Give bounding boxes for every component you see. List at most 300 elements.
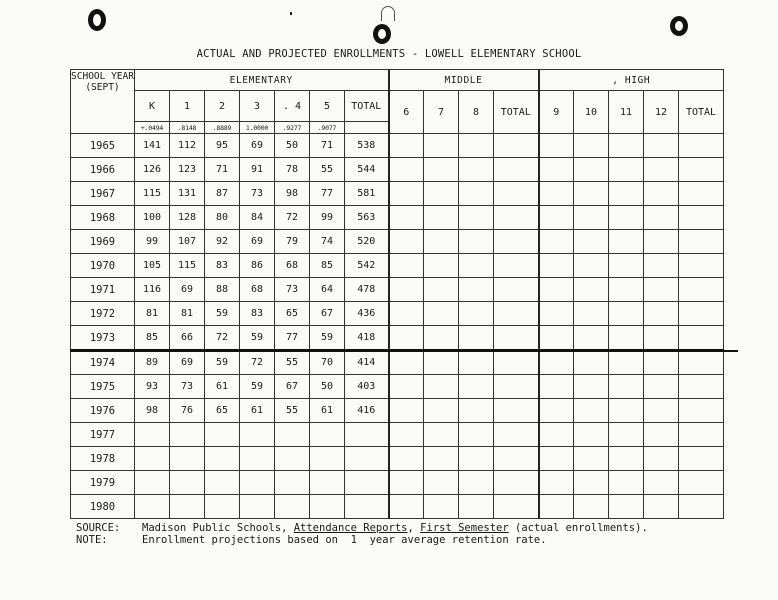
high-empty-cell bbox=[644, 399, 679, 423]
elementary-value-cell: 71 bbox=[205, 158, 240, 182]
table-row bbox=[71, 495, 724, 519]
elementary-value-cell: 85 bbox=[135, 326, 170, 351]
elementary-value-cell: 83 bbox=[240, 302, 275, 326]
high-empty-cell bbox=[539, 302, 574, 326]
scan-speck bbox=[290, 12, 292, 15]
elementary-value-cell: 70 bbox=[310, 350, 345, 375]
middle-empty-cell bbox=[459, 278, 494, 302]
elementary-value-cell bbox=[310, 447, 345, 471]
table-row bbox=[71, 206, 724, 230]
year-cell: 1973 bbox=[71, 326, 135, 351]
source-org: Madison Public Schools, bbox=[142, 522, 294, 534]
year-cell: 1969 bbox=[71, 230, 135, 254]
elementary-value-cell bbox=[240, 423, 275, 447]
elementary-value-cell: 74 bbox=[310, 230, 345, 254]
high-col-0: 9 bbox=[539, 91, 574, 134]
elementary-value-cell bbox=[275, 495, 310, 519]
high-empty-cell bbox=[574, 134, 609, 158]
middle-empty-cell bbox=[424, 230, 459, 254]
elementary-value-cell: 115 bbox=[170, 254, 205, 278]
elementary-value-cell bbox=[275, 423, 310, 447]
middle-empty-cell bbox=[424, 423, 459, 447]
middle-empty-cell bbox=[459, 495, 494, 519]
elementary-value-cell: 88 bbox=[205, 278, 240, 302]
school-year-header: SCHOOL YEAR (SEPT) bbox=[71, 70, 135, 134]
elementary-value-cell: 73 bbox=[170, 375, 205, 399]
middle-empty-cell bbox=[459, 254, 494, 278]
elementary-value-cell: 73 bbox=[240, 182, 275, 206]
table-row bbox=[71, 134, 724, 158]
table-row bbox=[71, 158, 724, 182]
elementary-value-cell bbox=[310, 471, 345, 495]
table-row bbox=[71, 182, 724, 206]
elementary-value-cell: 89 bbox=[135, 350, 170, 375]
high-empty-cell bbox=[574, 495, 609, 519]
middle-empty-cell bbox=[459, 302, 494, 326]
elementary-value-cell: 87 bbox=[205, 182, 240, 206]
middle-empty-cell bbox=[389, 230, 424, 254]
elementary-value-cell: 69 bbox=[170, 350, 205, 375]
high-empty-cell bbox=[539, 471, 574, 495]
high-empty-cell bbox=[679, 230, 724, 254]
elementary-value-cell: 77 bbox=[310, 182, 345, 206]
high-empty-cell bbox=[679, 158, 724, 182]
high-empty-cell bbox=[539, 278, 574, 302]
high-empty-cell bbox=[539, 423, 574, 447]
middle-empty-cell bbox=[424, 471, 459, 495]
table-row bbox=[71, 278, 724, 302]
middle-empty-cell bbox=[459, 326, 494, 351]
high-empty-cell bbox=[609, 399, 644, 423]
year-cell: 1967 bbox=[71, 182, 135, 206]
middle-empty-cell bbox=[424, 254, 459, 278]
middle-empty-cell bbox=[494, 471, 539, 495]
note-text: Enrollment projections based on 1 year average retention rate. bbox=[142, 534, 547, 546]
elementary-value-cell: 416 bbox=[345, 399, 389, 423]
middle-empty-cell bbox=[459, 350, 494, 375]
middle-empty-cell bbox=[389, 134, 424, 158]
source-report: Attendance Reports bbox=[293, 522, 408, 534]
elementary-value-cell: 50 bbox=[275, 134, 310, 158]
middle-col-2: 8 bbox=[459, 91, 494, 134]
high-empty-cell bbox=[609, 206, 644, 230]
middle-empty-cell bbox=[389, 350, 424, 375]
high-empty-cell bbox=[574, 182, 609, 206]
elementary-value-cell bbox=[240, 471, 275, 495]
elementary-value-cell: 81 bbox=[135, 302, 170, 326]
retention-rate: .8889 bbox=[205, 122, 240, 134]
elementary-value-cell bbox=[205, 447, 240, 471]
high-empty-cell bbox=[609, 495, 644, 519]
grade-header-row bbox=[71, 91, 724, 122]
elementary-value-cell: 64 bbox=[310, 278, 345, 302]
elementary-value-cell bbox=[310, 495, 345, 519]
elementary-value-cell: 68 bbox=[275, 254, 310, 278]
middle-empty-cell bbox=[424, 206, 459, 230]
binder-hole-left bbox=[88, 9, 106, 31]
source-note: (actual enrollments). bbox=[508, 522, 648, 534]
elementary-value-cell: 105 bbox=[135, 254, 170, 278]
elementary-value-cell: 131 bbox=[170, 182, 205, 206]
high-col-1: 10 bbox=[574, 91, 609, 134]
source-sep: , bbox=[407, 522, 421, 534]
elementary-value-cell: 67 bbox=[275, 375, 310, 399]
high-empty-cell bbox=[609, 134, 644, 158]
high-empty-cell bbox=[609, 230, 644, 254]
elementary-value-cell: 478 bbox=[345, 278, 389, 302]
middle-empty-cell bbox=[494, 302, 539, 326]
high-empty-cell bbox=[644, 495, 679, 519]
high-empty-cell bbox=[609, 471, 644, 495]
elementary-value-cell: 81 bbox=[170, 302, 205, 326]
middle-empty-cell bbox=[494, 495, 539, 519]
elementary-value-cell: 55 bbox=[310, 158, 345, 182]
elementary-value-cell: 61 bbox=[205, 375, 240, 399]
elementary-value-cell: 78 bbox=[275, 158, 310, 182]
high-empty-cell bbox=[539, 399, 574, 423]
elementary-value-cell bbox=[240, 495, 275, 519]
elementary-value-cell: 66 bbox=[170, 326, 205, 351]
table-row bbox=[71, 350, 724, 375]
high-empty-cell bbox=[539, 182, 574, 206]
middle-empty-cell bbox=[494, 399, 539, 423]
elementary-col-2: 2 bbox=[205, 91, 240, 122]
high-empty-cell bbox=[609, 375, 644, 399]
middle-empty-cell bbox=[494, 182, 539, 206]
middle-empty-cell bbox=[494, 350, 539, 375]
elementary-value-cell bbox=[170, 471, 205, 495]
high-empty-cell bbox=[539, 254, 574, 278]
elementary-value-cell bbox=[135, 447, 170, 471]
middle-empty-cell bbox=[389, 206, 424, 230]
elementary-value-cell: 141 bbox=[135, 134, 170, 158]
high-empty-cell bbox=[644, 447, 679, 471]
table-row bbox=[71, 254, 724, 278]
middle-empty-cell bbox=[459, 471, 494, 495]
year-cell: 1968 bbox=[71, 206, 135, 230]
high-empty-cell bbox=[539, 375, 574, 399]
elementary-value-cell: 72 bbox=[205, 326, 240, 351]
elementary-value-cell: 126 bbox=[135, 158, 170, 182]
middle-col-0: 6 bbox=[389, 91, 424, 134]
elementary-value-cell: 50 bbox=[310, 375, 345, 399]
year-cell: 1978 bbox=[71, 447, 135, 471]
middle-empty-cell bbox=[424, 375, 459, 399]
year-cell: 1975 bbox=[71, 375, 135, 399]
elementary-col-5: 5 bbox=[310, 91, 345, 122]
middle-empty-cell bbox=[424, 350, 459, 375]
high-empty-cell bbox=[679, 375, 724, 399]
year-cell: 1980 bbox=[71, 495, 135, 519]
high-empty-cell bbox=[644, 182, 679, 206]
middle-header: MIDDLE bbox=[389, 70, 539, 91]
high-empty-cell bbox=[574, 375, 609, 399]
note-line bbox=[76, 534, 648, 546]
middle-empty-cell bbox=[424, 326, 459, 351]
middle-empty-cell bbox=[389, 495, 424, 519]
elementary-value-cell: 61 bbox=[240, 399, 275, 423]
high-empty-cell bbox=[574, 302, 609, 326]
table-row bbox=[71, 375, 724, 399]
middle-col-1: 7 bbox=[424, 91, 459, 134]
table-row bbox=[71, 326, 724, 351]
retention-rate: .8148 bbox=[170, 122, 205, 134]
high-empty-cell bbox=[679, 254, 724, 278]
elementary-value-cell: 72 bbox=[275, 206, 310, 230]
footer bbox=[76, 522, 648, 546]
middle-empty-cell bbox=[494, 230, 539, 254]
middle-empty-cell bbox=[389, 423, 424, 447]
high-empty-cell bbox=[574, 423, 609, 447]
elementary-value-cell: 98 bbox=[275, 182, 310, 206]
elementary-value-cell: 123 bbox=[170, 158, 205, 182]
middle-empty-cell bbox=[424, 278, 459, 302]
table-row bbox=[71, 471, 724, 495]
elementary-value-cell: 128 bbox=[170, 206, 205, 230]
middle-col-3: TOTAL bbox=[494, 91, 539, 134]
middle-empty-cell bbox=[389, 302, 424, 326]
middle-empty-cell bbox=[389, 182, 424, 206]
elementary-value-cell: 59 bbox=[310, 326, 345, 351]
elementary-value-cell: 61 bbox=[310, 399, 345, 423]
high-empty-cell bbox=[574, 158, 609, 182]
retention-rate bbox=[345, 122, 389, 134]
binder-hole-right bbox=[670, 16, 688, 36]
middle-empty-cell bbox=[494, 158, 539, 182]
middle-empty-cell bbox=[389, 375, 424, 399]
high-empty-cell bbox=[609, 182, 644, 206]
high-empty-cell bbox=[609, 278, 644, 302]
elementary-value-cell: 59 bbox=[240, 326, 275, 351]
table-row bbox=[71, 399, 724, 423]
middle-empty-cell bbox=[494, 134, 539, 158]
high-empty-cell bbox=[644, 278, 679, 302]
elementary-value-cell: 69 bbox=[240, 134, 275, 158]
elementary-value-cell bbox=[275, 447, 310, 471]
source-text bbox=[142, 522, 648, 534]
high-empty-cell bbox=[574, 326, 609, 351]
elementary-value-cell bbox=[240, 447, 275, 471]
high-empty-cell bbox=[609, 302, 644, 326]
elementary-value-cell bbox=[170, 495, 205, 519]
elementary-value-cell: 112 bbox=[170, 134, 205, 158]
source-semester: First Semester bbox=[420, 522, 509, 534]
elementary-col-1: 1 bbox=[170, 91, 205, 122]
high-empty-cell bbox=[679, 399, 724, 423]
high-empty-cell bbox=[539, 134, 574, 158]
high-empty-cell bbox=[679, 350, 724, 375]
high-empty-cell bbox=[644, 206, 679, 230]
high-empty-cell bbox=[539, 495, 574, 519]
middle-empty-cell bbox=[459, 399, 494, 423]
high-empty-cell bbox=[539, 447, 574, 471]
elementary-value-cell bbox=[310, 423, 345, 447]
elementary-value-cell bbox=[205, 495, 240, 519]
elementary-value-cell bbox=[345, 447, 389, 471]
table-row bbox=[71, 423, 724, 447]
elementary-value-cell bbox=[345, 423, 389, 447]
middle-empty-cell bbox=[494, 375, 539, 399]
middle-empty-cell bbox=[459, 230, 494, 254]
elementary-value-cell: 76 bbox=[170, 399, 205, 423]
elementary-value-cell bbox=[135, 423, 170, 447]
elementary-value-cell: 544 bbox=[345, 158, 389, 182]
year-cell: 1976 bbox=[71, 399, 135, 423]
middle-empty-cell bbox=[424, 182, 459, 206]
elementary-value-cell: 65 bbox=[205, 399, 240, 423]
table-row bbox=[71, 230, 724, 254]
elementary-value-cell: 69 bbox=[240, 230, 275, 254]
elementary-value-cell: 418 bbox=[345, 326, 389, 351]
elementary-value-cell: 65 bbox=[275, 302, 310, 326]
middle-empty-cell bbox=[424, 399, 459, 423]
middle-empty-cell bbox=[424, 447, 459, 471]
year-cell: 1970 bbox=[71, 254, 135, 278]
high-empty-cell bbox=[609, 158, 644, 182]
high-empty-cell bbox=[609, 447, 644, 471]
high-empty-cell bbox=[644, 254, 679, 278]
high-empty-cell bbox=[609, 423, 644, 447]
retention-rate: .9077 bbox=[310, 122, 345, 134]
middle-empty-cell bbox=[389, 399, 424, 423]
elementary-value-cell: 73 bbox=[275, 278, 310, 302]
elementary-value-cell: 100 bbox=[135, 206, 170, 230]
high-col-2: 11 bbox=[609, 91, 644, 134]
high-empty-cell bbox=[574, 350, 609, 375]
elementary-value-cell: 95 bbox=[205, 134, 240, 158]
high-empty-cell bbox=[679, 495, 724, 519]
high-empty-cell bbox=[574, 399, 609, 423]
year-cell: 1974 bbox=[71, 350, 135, 375]
elementary-value-cell bbox=[170, 447, 205, 471]
elementary-value-cell: 436 bbox=[345, 302, 389, 326]
note-label: NOTE: bbox=[76, 534, 108, 546]
middle-empty-cell bbox=[424, 495, 459, 519]
high-empty-cell bbox=[574, 447, 609, 471]
enrollment-table bbox=[70, 69, 724, 519]
high-empty-cell bbox=[539, 158, 574, 182]
elementary-value-cell: 85 bbox=[310, 254, 345, 278]
middle-empty-cell bbox=[424, 134, 459, 158]
elementary-value-cell: 92 bbox=[205, 230, 240, 254]
elementary-value-cell: 99 bbox=[310, 206, 345, 230]
high-empty-cell bbox=[679, 302, 724, 326]
year-cell: 1965 bbox=[71, 134, 135, 158]
middle-empty-cell bbox=[494, 254, 539, 278]
elementary-value-cell: 414 bbox=[345, 350, 389, 375]
middle-empty-cell bbox=[459, 375, 494, 399]
high-empty-cell bbox=[539, 206, 574, 230]
elementary-value-cell: 86 bbox=[240, 254, 275, 278]
elementary-value-cell: 581 bbox=[345, 182, 389, 206]
page-title: ACTUAL AND PROJECTED ENROLLMENTS - LOWELL ELEMENTARY SCHOOL bbox=[196, 48, 582, 60]
elementary-col-4: . 4 bbox=[275, 91, 310, 122]
elementary-value-cell: 84 bbox=[240, 206, 275, 230]
middle-empty-cell bbox=[424, 158, 459, 182]
high-empty-cell bbox=[679, 206, 724, 230]
middle-empty-cell bbox=[459, 134, 494, 158]
year-cell: 1977 bbox=[71, 423, 135, 447]
elementary-value-cell: 77 bbox=[275, 326, 310, 351]
high-empty-cell bbox=[644, 350, 679, 375]
high-empty-cell bbox=[574, 471, 609, 495]
high-empty-cell bbox=[574, 230, 609, 254]
elementary-value-cell: 115 bbox=[135, 182, 170, 206]
year-cell: 1972 bbox=[71, 302, 135, 326]
middle-empty-cell bbox=[494, 423, 539, 447]
high-empty-cell bbox=[574, 254, 609, 278]
high-empty-cell bbox=[679, 182, 724, 206]
binder-hole-middle bbox=[373, 24, 391, 44]
high-empty-cell bbox=[609, 350, 644, 375]
elementary-value-cell: 59 bbox=[205, 302, 240, 326]
elementary-value-cell: 79 bbox=[275, 230, 310, 254]
elementary-value-cell: 69 bbox=[170, 278, 205, 302]
year-cell: 1966 bbox=[71, 158, 135, 182]
elementary-value-cell: 542 bbox=[345, 254, 389, 278]
high-empty-cell bbox=[679, 278, 724, 302]
middle-empty-cell bbox=[389, 254, 424, 278]
high-empty-cell bbox=[679, 423, 724, 447]
elementary-col-6: TOTAL bbox=[345, 91, 389, 122]
elementary-value-cell: 55 bbox=[275, 399, 310, 423]
elementary-value-cell bbox=[135, 495, 170, 519]
elementary-value-cell: 98 bbox=[135, 399, 170, 423]
elementary-value-cell: 99 bbox=[135, 230, 170, 254]
high-empty-cell bbox=[539, 230, 574, 254]
source-line bbox=[76, 522, 648, 534]
elementary-value-cell: 59 bbox=[205, 350, 240, 375]
elementary-value-cell: 93 bbox=[135, 375, 170, 399]
high-empty-cell bbox=[574, 278, 609, 302]
elementary-value-cell: 68 bbox=[240, 278, 275, 302]
elementary-value-cell: 116 bbox=[135, 278, 170, 302]
high-empty-cell bbox=[644, 158, 679, 182]
high-empty-cell bbox=[644, 230, 679, 254]
high-empty-cell bbox=[644, 326, 679, 351]
elementary-value-cell: 55 bbox=[275, 350, 310, 375]
source-label: SOURCE: bbox=[76, 522, 121, 534]
high-empty-cell bbox=[644, 375, 679, 399]
high-empty-cell bbox=[644, 471, 679, 495]
projection-divider-line bbox=[70, 350, 738, 352]
middle-empty-cell bbox=[459, 423, 494, 447]
high-col-3: 12 bbox=[644, 91, 679, 134]
elementary-value-cell: 71 bbox=[310, 134, 345, 158]
middle-empty-cell bbox=[459, 447, 494, 471]
elementary-value-cell: 563 bbox=[345, 206, 389, 230]
elementary-value-cell: 91 bbox=[240, 158, 275, 182]
year-cell: 1979 bbox=[71, 471, 135, 495]
year-cell: 1971 bbox=[71, 278, 135, 302]
high-empty-cell bbox=[679, 447, 724, 471]
table-row bbox=[71, 302, 724, 326]
middle-empty-cell bbox=[389, 471, 424, 495]
middle-empty-cell bbox=[459, 182, 494, 206]
middle-empty-cell bbox=[494, 447, 539, 471]
elementary-value-cell bbox=[170, 423, 205, 447]
retention-rate: +.0494 bbox=[135, 122, 170, 134]
elementary-value-cell bbox=[135, 471, 170, 495]
elementary-value-cell: 83 bbox=[205, 254, 240, 278]
high-empty-cell bbox=[609, 326, 644, 351]
elementary-col-3: 3 bbox=[240, 91, 275, 122]
high-header: , HIGH bbox=[539, 70, 724, 91]
paper-clip-mark bbox=[381, 6, 395, 21]
elementary-value-cell: 72 bbox=[240, 350, 275, 375]
elementary-value-cell: 59 bbox=[240, 375, 275, 399]
elementary-value-cell: 403 bbox=[345, 375, 389, 399]
